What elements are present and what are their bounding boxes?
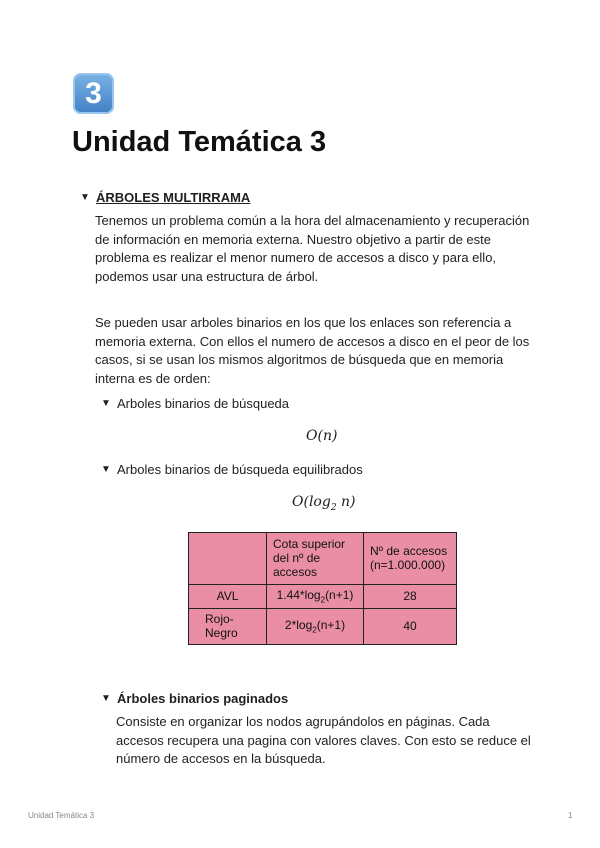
toggle-label: Árboles binarios paginados (117, 691, 289, 706)
formula-part: n) (336, 494, 356, 510)
table-cell-name: Rojo-Negro (189, 608, 267, 644)
toggle-label: Arboles binarios de búsqueda equilibrados (117, 462, 363, 477)
table-row (189, 608, 457, 644)
footer-title: Unidad Temática 3 (28, 811, 95, 820)
page-number: 1 (568, 811, 573, 820)
triangle-down-icon[interactable]: ▼ (80, 192, 90, 203)
table-header-cell: Cota superior del nº de accesos (267, 533, 364, 585)
table-cell-name: AVL (189, 584, 267, 608)
text-line: Tenemos un problema común a la hora del almacenamiento y recuperación (95, 213, 530, 228)
toggle-arboles-busqueda[interactable] (101, 396, 289, 411)
paragraph-binary-trees (95, 314, 529, 389)
formula-part: O(log (292, 494, 331, 510)
text-line: Consiste en organizar los nodos agrupándolos en páginas. Cada (116, 714, 490, 729)
text-line: número de accesos en la búsqueda. (116, 751, 326, 767)
section-heading: ÁRBOLES MULTIRRAMA (96, 190, 251, 205)
text-line: podemos usar una estructura de árbol. (95, 269, 319, 285)
toggle-label: Arboles binarios de búsqueda (117, 396, 290, 411)
toggle-arboles-multirrama[interactable] (80, 190, 250, 205)
table-cell-accesses: 40 (364, 608, 457, 644)
bound-text: (n+1) (316, 618, 346, 633)
table-cell-bound (267, 608, 364, 644)
bound-text: (n+1) (325, 588, 354, 603)
bound-text: 1.44*log (276, 588, 321, 603)
bound-text: 2*log (284, 618, 313, 633)
paragraph-paginados (116, 713, 531, 769)
text-line: problema es realizar el menor numero de accesos a disco y para ello, (95, 250, 497, 266)
table-row (189, 584, 457, 608)
triangle-down-icon[interactable]: ▼ (101, 464, 111, 475)
table-cell-bound (267, 584, 364, 608)
paragraph-intro (95, 212, 529, 287)
text-line: interna es de orden: (95, 371, 211, 387)
triangle-down-icon[interactable]: ▼ (101, 693, 111, 704)
keycap-3-icon: 3 (73, 73, 114, 114)
text-line: casos, si se usan los mismos algoritmos de búsqueda que en memoria (95, 352, 504, 368)
triangle-down-icon[interactable]: ▼ (101, 398, 111, 409)
toggle-arboles-equilibrados[interactable] (101, 462, 363, 477)
text-line: accesos recupera una pagina con valores claves. Con esto se reduce el (116, 732, 531, 748)
bound-subscript: 2 (312, 625, 317, 635)
page-title: Unidad Temática 3 (72, 126, 327, 158)
table-header-cell: Nº de accesos (n=1.000.000) (364, 533, 457, 585)
table-cell-accesses: 28 (364, 584, 457, 608)
text-line: Se pueden usar arboles binarios en los que los enlaces son referencia a (95, 315, 512, 330)
comparison-table (188, 532, 457, 645)
table-header-cell (189, 533, 267, 585)
formula-subscript: 2 (330, 502, 337, 513)
text-line: memoria externa. Con ellos el numero de accesos a disco en el peor de los (95, 333, 530, 349)
formula-o-log (292, 494, 355, 513)
text-line: de información en memoria externa. Nuestro objetivo a partir de este (95, 231, 491, 247)
formula-o-n: O(n) (306, 428, 338, 444)
bound-subscript: 2 (320, 595, 326, 605)
table-header-row (189, 533, 457, 585)
toggle-arboles-paginados[interactable] (101, 691, 288, 706)
